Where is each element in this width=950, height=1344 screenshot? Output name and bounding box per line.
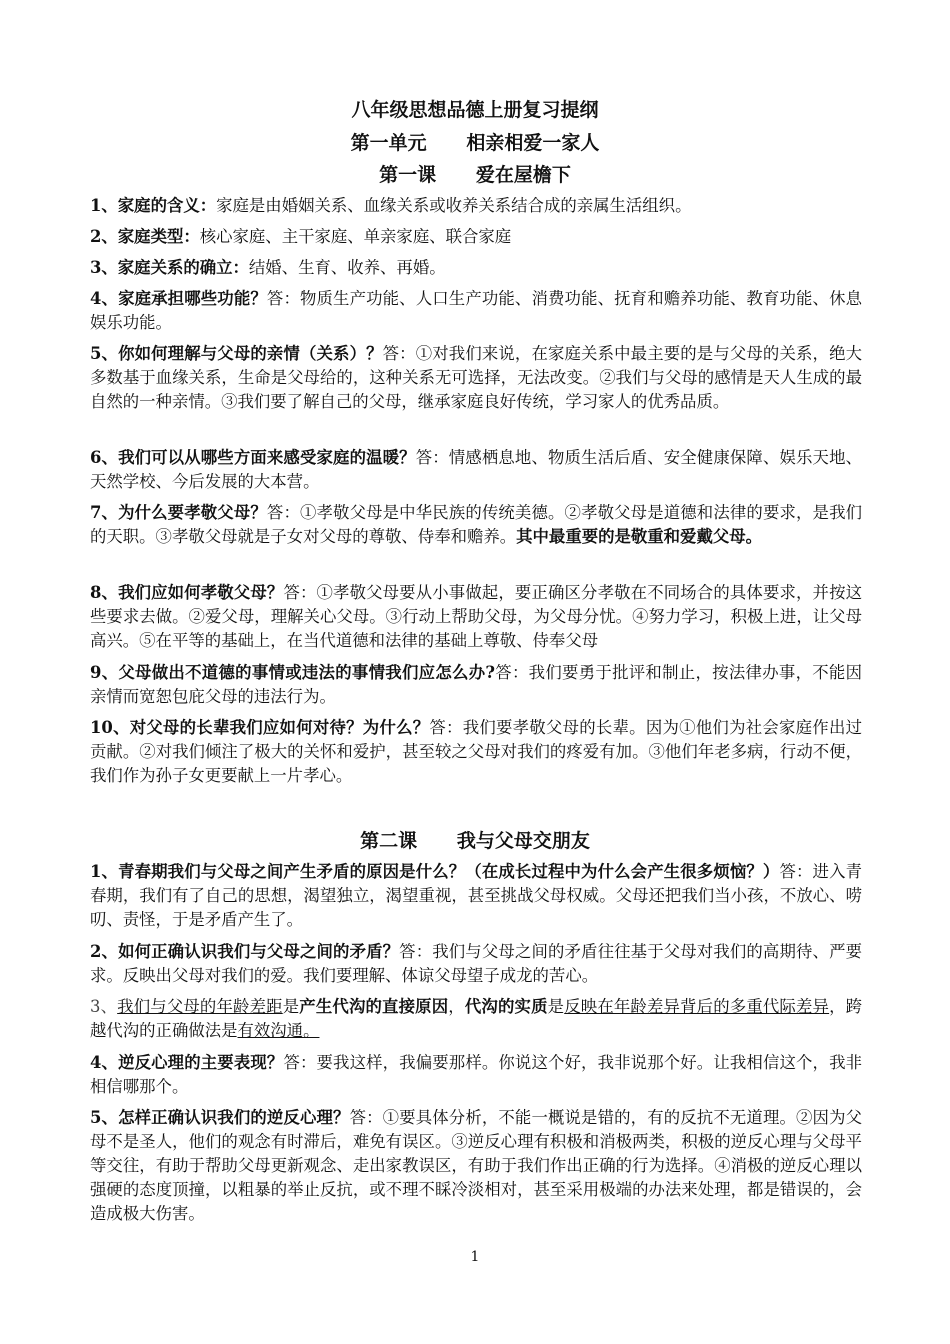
item-answer: 答：进入青春期，我们有了自己的思想，渴望独立，渴望重视，甚至挑战父母权威。父母还把我们当小孩，不放心、唠叨、责怪，于是矛盾产生了。 — [90, 862, 862, 929]
item-answer: 答：我们要勇于批评和制止，按法律办事，不能因亲情而宽恕包庇父母的违法行为。 — [90, 663, 863, 706]
item-question: 7、为什么要孝敬父母？ — [90, 503, 267, 522]
lesson2-item-1 — [90, 860, 862, 932]
item-question: 3、家庭关系的确立： — [90, 258, 249, 277]
item-question: 5、怎样正确认识我们的逆反心理？ — [90, 1108, 350, 1127]
item-answer: 答：物质生产功能、人口生产功能、消费功能、抚育和赡养功能、教育功能、休息娱乐功能。 — [90, 289, 863, 332]
connector-text: ，跨越代沟的正确做法是 — [90, 997, 863, 1040]
item-question: 10、对父母的长辈我们应如何对待？为什么？ — [90, 718, 430, 737]
item-question: 6、我们可以从哪些方面来感受家庭的温暖？ — [90, 448, 416, 467]
item-question: 4、家庭承担哪些功能？ — [90, 289, 267, 308]
item-answer: 答：①要具体分析，不能一概说是错的，有的反抗不无道理。②因为父母不是圣人，他们的观念有时滞后，难免有误区。③逆反心理有积极和消极两类，积极的逆反心理与父母平等交往，有助于帮助父母更新观念、走出家教误区，有助于我们作出正确的行为选择。④消极的逆反心理以强硬的态度顶撞，以粗暴的举止反抗，或不理不睬冷淡相对，甚至采用极端的办法来处理，都是错误的，会造成极大伤害。 — [90, 1108, 863, 1223]
lesson2-item-4 — [90, 1051, 862, 1099]
lesson1-item-9 — [90, 661, 862, 709]
lesson2-item-5 — [90, 1106, 862, 1226]
lesson1-item-8 — [90, 581, 862, 653]
underlined-phrase: 有效沟通。 — [237, 1021, 320, 1040]
lesson1-item-4 — [90, 287, 862, 335]
connector-text: 是 — [547, 997, 565, 1016]
lesson1-item-1 — [90, 194, 862, 218]
connector-text: ， — [448, 997, 465, 1016]
lesson-1-title: 第一课 爱在屋檐下 — [379, 164, 571, 186]
lesson1-item-7 — [90, 501, 862, 549]
item-answer: 答：我们与父母之间的矛盾往往基于父母对我们的高期待、严要求。反映出父母对我们的爱。我们要理解、体谅父母望子成龙的苦心。 — [90, 942, 862, 985]
bold-phrase: 代沟的实质 — [464, 997, 548, 1016]
lesson1-item-3 — [90, 256, 862, 280]
item-answer: 答：要我这样，我偏要那样。你说这个好，我非说那个好。让我相信这个，我非相信哪那个。 — [90, 1053, 863, 1096]
item-question: 1、家庭的含义： — [90, 196, 217, 215]
item-question: 2、家庭类型： — [90, 227, 200, 246]
bold-phrase: 产生代沟的直接原因 — [299, 997, 449, 1016]
item-answer: 家庭是由婚姻关系、血缘关系或收养关系结合成的亲属生活组织。 — [216, 196, 692, 215]
document-title: 八年级思想品德上册复习提纲 — [351, 99, 599, 121]
underlined-phrase: 我们与父母的年龄差距 — [117, 997, 283, 1016]
item-emphasis: 其中最重要的是敬重和爱戴父母。 — [516, 527, 763, 546]
item-question: 9、父母做出不道德的事情或违法的事情我们应怎么办? — [90, 663, 495, 682]
item-question: 2、如何正确认识我们与父母之间的矛盾？ — [90, 942, 400, 961]
item-answer: 答：①孝敬父母要从小事做起，要正确区分孝敬在不同场合的具体要求，并按这些要求去做。②爱父母，理解关心父母。③行动上帮助父母，为父母分忧。④努力学习，积极上进，让父母高兴。⑤在平等的基础上，在当代道德和法律的基础上尊敬、侍奉父母 — [90, 583, 863, 650]
lesson2-item-2 — [90, 940, 862, 988]
item-answer: 答：①孝敬父母是中华民族的传统美德。②孝敬父母是道德和法律的要求，是我们的天职。③孝敬父母就是子女对父母的尊敬、侍奉和赡养。 — [90, 503, 863, 546]
item-question: 5、你如何理解与父母的亲情（关系）？ — [90, 344, 383, 363]
item-number: 3、 — [90, 997, 118, 1016]
lesson-2-title: 第二课 我与父母交朋友 — [360, 830, 590, 852]
item-question: 4、逆反心理的主要表现？ — [90, 1053, 284, 1072]
item-question: 1、青春期我们与父母之间产生矛盾的原因是什么？（在成长过程中为什么会产生很多烦恼？） — [90, 862, 780, 881]
item-answer: 答：①对我们来说，在家庭关系中最主要的是与父母的关系，绝大多数基于血缘关系，生命是父母给的，这种关系无可选择，无法改变。②我们与父母的感情是天人生成的最自然的一种亲情。③我们要了解自己的父母，继承家庭良好传统，学习家人的优秀品质。 — [90, 344, 862, 411]
page-number: 1 — [470, 1249, 480, 1265]
connector-text: 是 — [282, 997, 300, 1016]
item-question: 8、我们应如何孝敬父母？ — [90, 583, 284, 602]
unit-title: 第一单元 相亲相爱一家人 — [350, 132, 600, 154]
lesson1-item-5 — [90, 342, 862, 414]
item-answer: 答：我们要孝敬父母的长辈。因为①他们为社会家庭作出过贡献。②对我们倾注了极大的关怀和爱护，甚至较之父母对我们的疼爱有加。③他们年老多病，行动不便，我们作为孙子女更要献上一片孝心。 — [90, 718, 862, 785]
item-answer: 核心家庭、主干家庭、单亲家庭、联合家庭 — [199, 227, 512, 246]
lesson1-item-10 — [90, 716, 862, 788]
item-answer: 结婚、生育、收养、再婚。 — [248, 258, 446, 277]
lesson2-item-3 — [90, 995, 862, 1043]
item-answer: 答：情感栖息地、物质生活后盾、安全健康保障、娱乐天地、天然学校、今后发展的大本营。 — [90, 448, 863, 491]
lesson1-item-2 — [90, 225, 862, 249]
lesson1-item-6 — [90, 446, 862, 494]
underlined-phrase: 反映在年龄差异背后的多重代际差异 — [564, 997, 830, 1016]
